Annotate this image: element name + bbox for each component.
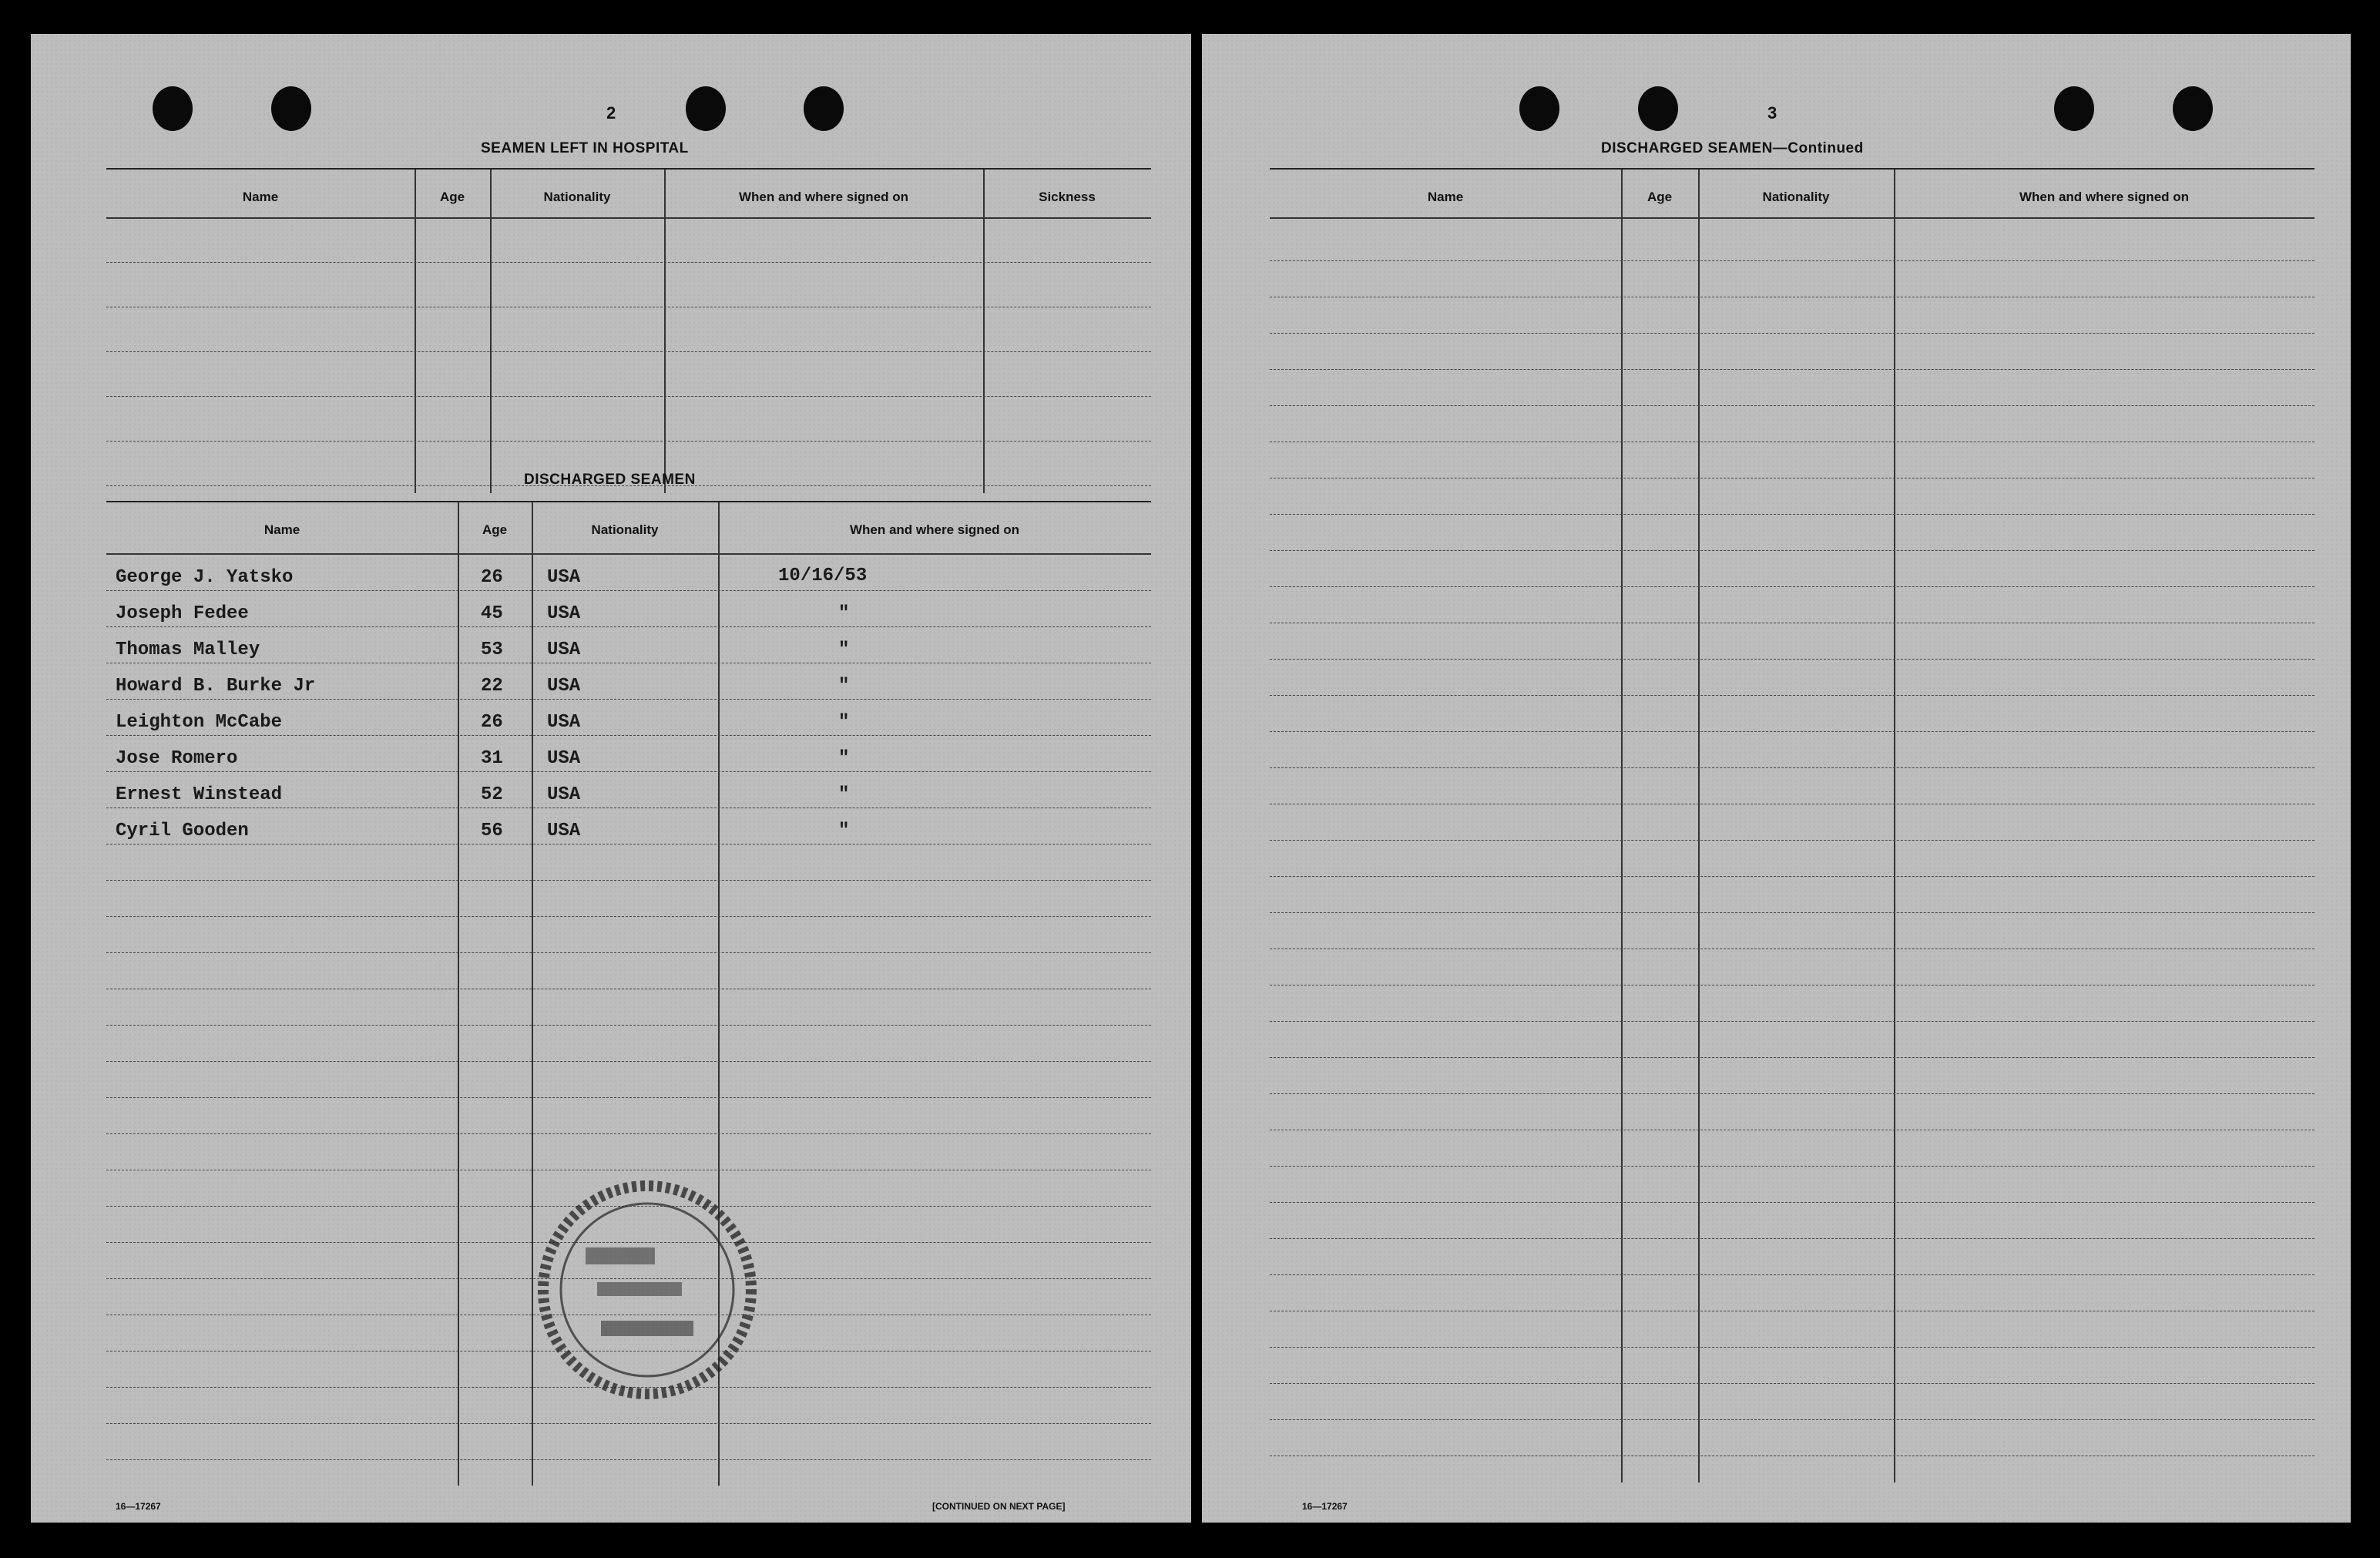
- seaman-age: 26: [481, 567, 503, 588]
- punch-hole: [1519, 86, 1559, 131]
- seaman-signed-on: ": [838, 748, 850, 769]
- row-rule: [106, 1459, 1151, 1460]
- row-rule: [1270, 1238, 2315, 1239]
- seaman-name: Cyril Gooden: [116, 821, 249, 841]
- seaman-signed-on: ": [838, 640, 850, 660]
- row-rule: [1270, 260, 2315, 261]
- punch-hole: [804, 86, 844, 131]
- col-header-signed-on: When and where signed on: [738, 190, 909, 204]
- row-rule: [1270, 659, 2315, 660]
- seaman-nationality: USA: [547, 676, 581, 697]
- page-number: 3: [1767, 103, 1777, 123]
- row-rule: [106, 952, 1151, 953]
- hospital-table: [106, 168, 1151, 493]
- seaman-nationality: USA: [547, 640, 581, 660]
- row-rule: [1270, 767, 2315, 768]
- row-rule: [1270, 1021, 2315, 1022]
- col-header-nationality: Nationality: [1762, 190, 1830, 204]
- row-rule: [1270, 550, 2315, 551]
- seaman-name: Ernest Winstead: [116, 784, 283, 805]
- column-rule: [1621, 170, 1623, 1482]
- continued-note: [CONTINUED ON NEXT PAGE]: [932, 1501, 1066, 1512]
- punch-hole: [271, 86, 311, 131]
- row-rule: [106, 699, 1151, 700]
- row-rule: [1270, 1057, 2315, 1058]
- row-rule: [106, 1061, 1151, 1062]
- seaman-age: 22: [481, 676, 503, 697]
- seaman-name: Howard B. Burke Jr: [116, 676, 316, 697]
- discharged-continued-title: DISCHARGED SEAMEN—Continued: [1601, 140, 1864, 156]
- form-number: 16—17267: [116, 1501, 161, 1512]
- row-rule: [106, 262, 1151, 263]
- seaman-nationality: USA: [547, 567, 581, 588]
- discharged-section-title: DISCHARGED SEAMEN: [524, 472, 696, 488]
- page-number: 2: [606, 103, 616, 123]
- row-rule: [106, 396, 1151, 397]
- row-rule: [1270, 369, 2315, 370]
- column-rule: [458, 502, 459, 1486]
- left-page: [31, 34, 1191, 1523]
- seaman-nationality: USA: [547, 784, 581, 805]
- row-rule: [1270, 876, 2315, 877]
- row-rule: [106, 916, 1151, 917]
- row-rule: [106, 735, 1151, 736]
- col-header-age: Age: [439, 190, 465, 204]
- header-rule: [106, 217, 1151, 219]
- punch-hole: [1638, 86, 1678, 131]
- punch-hole: [2054, 86, 2094, 131]
- row-rule: [1270, 695, 2315, 696]
- seaman-name: Thomas Malley: [116, 640, 260, 660]
- seaman-name: Joseph Fedee: [116, 603, 249, 624]
- seaman-name: George J. Yatsko: [116, 567, 294, 588]
- col-header-name: Name: [1427, 190, 1464, 204]
- seaman-age: 31: [481, 748, 503, 769]
- row-rule: [1270, 405, 2315, 406]
- seaman-age: 26: [481, 712, 503, 733]
- hospital-section-title: SEAMEN LEFT IN HOSPITAL: [481, 140, 689, 156]
- right-page: [1202, 34, 2351, 1523]
- seaman-age: 56: [481, 821, 503, 841]
- seaman-nationality: USA: [547, 748, 581, 769]
- col-header-nationality: Nationality: [591, 522, 659, 537]
- row-rule: [106, 880, 1151, 881]
- row-rule: [1270, 333, 2315, 334]
- punch-hole: [2173, 86, 2213, 131]
- row-rule: [106, 1133, 1151, 1134]
- discharged-continued-table: [1270, 168, 2315, 1482]
- seaman-age: 53: [481, 640, 503, 660]
- col-header-name: Name: [264, 522, 300, 537]
- row-rule: [1270, 514, 2315, 515]
- row-rule: [1270, 1347, 2315, 1348]
- seaman-signed-on: 10/16/53: [778, 566, 868, 586]
- row-rule: [1270, 840, 2315, 841]
- row-rule: [1270, 1419, 2315, 1420]
- punch-hole: [153, 86, 193, 131]
- seaman-nationality: USA: [547, 603, 581, 624]
- row-rule: [1270, 1383, 2315, 1384]
- col-header-signed-on: When and where signed on: [849, 522, 1020, 537]
- header-rule: [1270, 217, 2315, 219]
- form-number: 16—17267: [1302, 1501, 1348, 1512]
- punch-hole: [686, 86, 726, 131]
- seaman-nationality: USA: [547, 821, 581, 841]
- col-header-age: Age: [1647, 190, 1673, 204]
- row-rule: [106, 351, 1151, 352]
- seaman-signed-on: ": [838, 712, 850, 733]
- col-header-nationality: Nationality: [543, 190, 611, 204]
- row-rule: [106, 441, 1151, 442]
- seaman-signed-on: ": [838, 784, 850, 805]
- row-rule: [1270, 1093, 2315, 1094]
- row-rule: [106, 771, 1151, 772]
- column-rule: [1894, 170, 1895, 1482]
- header-rule: [106, 553, 1151, 555]
- circular-stamp: [532, 1174, 763, 1405]
- row-rule: [1270, 912, 2315, 913]
- row-rule: [1270, 1166, 2315, 1167]
- col-header-sickness: Sickness: [1039, 190, 1096, 204]
- row-rule: [1270, 586, 2315, 587]
- row-rule: [106, 1025, 1151, 1026]
- row-rule: [1270, 1202, 2315, 1203]
- row-rule: [106, 626, 1151, 627]
- seaman-age: 45: [481, 603, 503, 624]
- row-rule: [1270, 731, 2315, 732]
- column-rule: [1698, 170, 1700, 1482]
- col-header-age: Age: [482, 522, 508, 537]
- seaman-nationality: USA: [547, 712, 581, 733]
- row-rule: [1270, 1274, 2315, 1275]
- row-rule: [106, 590, 1151, 591]
- seaman-name: Leighton McCabe: [116, 712, 283, 733]
- col-header-name: Name: [242, 190, 279, 204]
- seaman-signed-on: ": [838, 821, 850, 841]
- col-header-signed-on: When and where signed on: [2019, 190, 2190, 204]
- row-rule: [106, 1097, 1151, 1098]
- seaman-age: 52: [481, 784, 503, 805]
- seaman-signed-on: ": [838, 603, 850, 624]
- seaman-name: Jose Romero: [116, 748, 238, 769]
- row-rule: [1270, 985, 2315, 986]
- seaman-signed-on: ": [838, 676, 850, 697]
- row-rule: [106, 1423, 1151, 1424]
